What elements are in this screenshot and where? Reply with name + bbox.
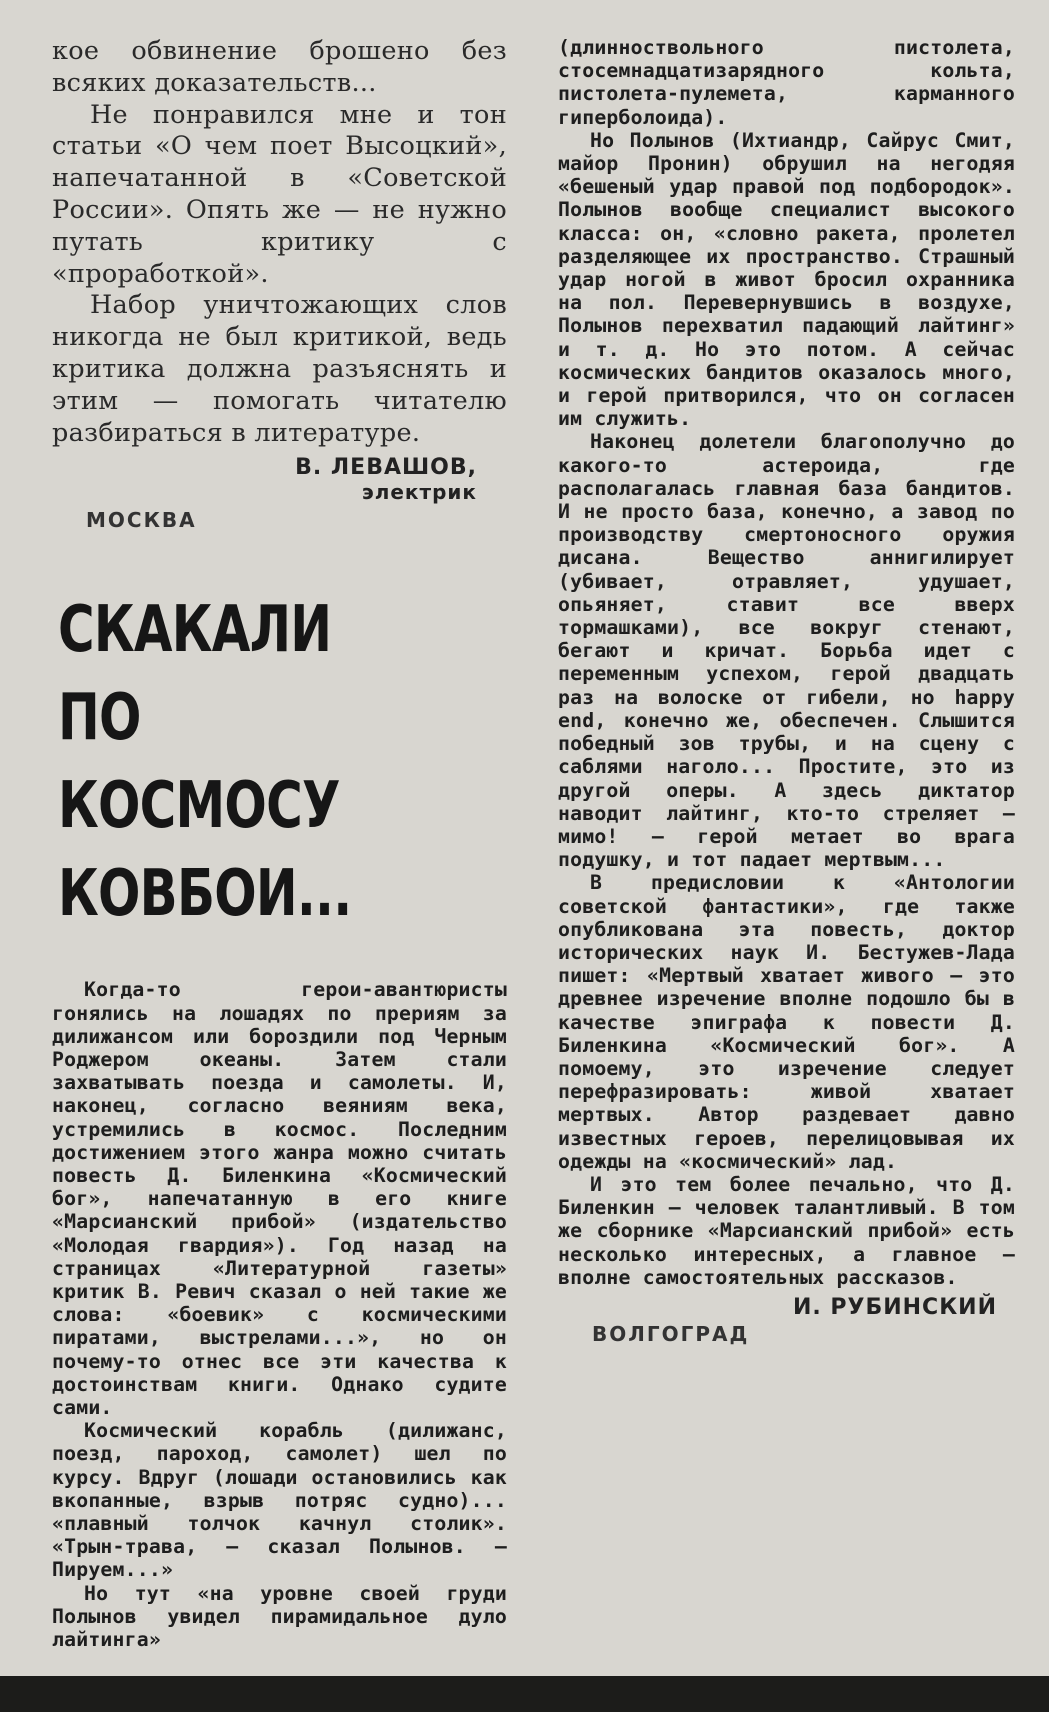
- left-column: [52, 36, 507, 1651]
- article-author: И. РУБИНСКИЙ: [792, 1294, 997, 1320]
- background-edge: [0, 1676, 1049, 1712]
- article-city: ВОЛГОГРАД: [592, 1321, 750, 1346]
- article-paragraph: (длинноствольного пистолета, стосемнадцатизарядного кольта, пистолета-пулемета, карманного гиперболоида).: [558, 36, 1015, 129]
- article-paragraph: Наконец долетели благополучно до какого-то астероида, где располагалась главная база бандитов. И не просто база, конечно, а завод по производству смертоносного оружия дисана. Вещество аннигилирует (убивает, отравляет, удушает, опьяняет, ставит все вверх тормашками), все вокруг стенают, бегают и кричат. Борьба идет с переменным успехом, герой двадцать раз на волоске от гибели, но happy end, конечно же, обеспечен. Слышится победный зов трубы, и на сцену с саблями наголо... Простите, это из другой оперы. А здесь диктатор наводит лайтинг, кто-то стреляет — мимо! — герой метает во врага подушку, и тот падает мертвым...: [558, 430, 1015, 872]
- letter-paragraph: Набор уничтожающих слов никогда не был критикой, ведь критика должна разъяснять и этим — помогать читателю разбираться в литературе.: [52, 290, 507, 448]
- article-paragraph: Когда-то герои-авантюристы гонялись на лошадях по прериям за дилижансом или бороздили под Черным Роджером океаны. Затем стали захватывать поезда и самолеты. И, наконец, согласно веяниям века, устремились в космос. Последним достижением этого жанра можно считать повесть Д. Биленкина «Космический бог», напечатанную в его книге «Марсианский прибой» (издательство «Молодая гвардия»). Год назад на страницах «Литературной газеты» критик В. Ревич сказал о ней такие же слова: «боевик» с космическими пиратами, выстрелами...», но он почему-то отнес все эти качества к достоинствам книги. Однако судите сами.: [52, 978, 507, 1420]
- letter-paragraph: кое обвинение брошено без всяких доказательств...: [52, 36, 507, 98]
- article-headline: [58, 586, 507, 938]
- headline-line: ПО КОСМОСУ: [58, 681, 340, 844]
- article-paragraph: Космический корабль (дилижанс, поезд, пароход, самолет) шел по курсу. Вдруг (лошади остановились как вкопанные, взрыв потряс судно)... «плавный толчок качнул столик». «Трын-трава, — сказал Полынов. — Пируем...»: [52, 1419, 507, 1582]
- right-column: [558, 36, 1015, 1346]
- article-paragraph: Но Полынов (Ихтиандр, Сайрус Смит, майор Пронин) обрушил на негодяя «бешеный удар правой под подбородок». Полынов вообще специалист высокого класса: он, «словно ракета, пролетел разделяющее их пространство. Страшный удар ногой в живот бросил охранника на пол. Перевернувшись в воздухе, Полынов перехватил падающий лайтинг» и т. д. Но это потом. А сейчас космических бандитов оказалось много, и герой притворился, что он согласен им служить.: [558, 128, 1015, 431]
- letter-paragraph: Не понравился мне и тон статьи «О чем поет Высоцкий», напечатанной в «Советской России». Опять же — не нужно путать критику с «проработкой».: [52, 99, 507, 289]
- headline-line: КОВБОИ...: [58, 857, 352, 932]
- article-paragraph: Но тут «на уровне своей груди Полынов увидел пирамидальное дуло лайтинга»: [52, 1581, 507, 1652]
- headline-line: СКАКАЛИ: [58, 593, 332, 668]
- article-paragraph: И это тем более печально, что Д. Биленкин — человек талантливый. В том же сборнике «Марсианский прибой» есть несколько интересных, а главное — вполне самостоятельных рассказов.: [558, 1172, 1015, 1289]
- letter-author-role: электрик: [361, 480, 477, 505]
- letter-author: В. ЛЕВАШОВ,: [295, 455, 477, 481]
- letter-city: МОСКВА: [86, 508, 197, 533]
- article-paragraph: В предисловии к «Антологии советской фантастики», где также опубликована эта повесть, доктор исторических наук И. Бестужев-Лада пишет: «Мертвый хватает живого — это древнее изречение вполне подошло бы в качестве эпиграфа к повести Д. Биленкина «Космический бог». А помоему, это изречение следует перефразировать: живой хватает мертвых. Автор раздевает давно известных героев, перелицовывая их одежды на «космический» лад.: [558, 871, 1015, 1173]
